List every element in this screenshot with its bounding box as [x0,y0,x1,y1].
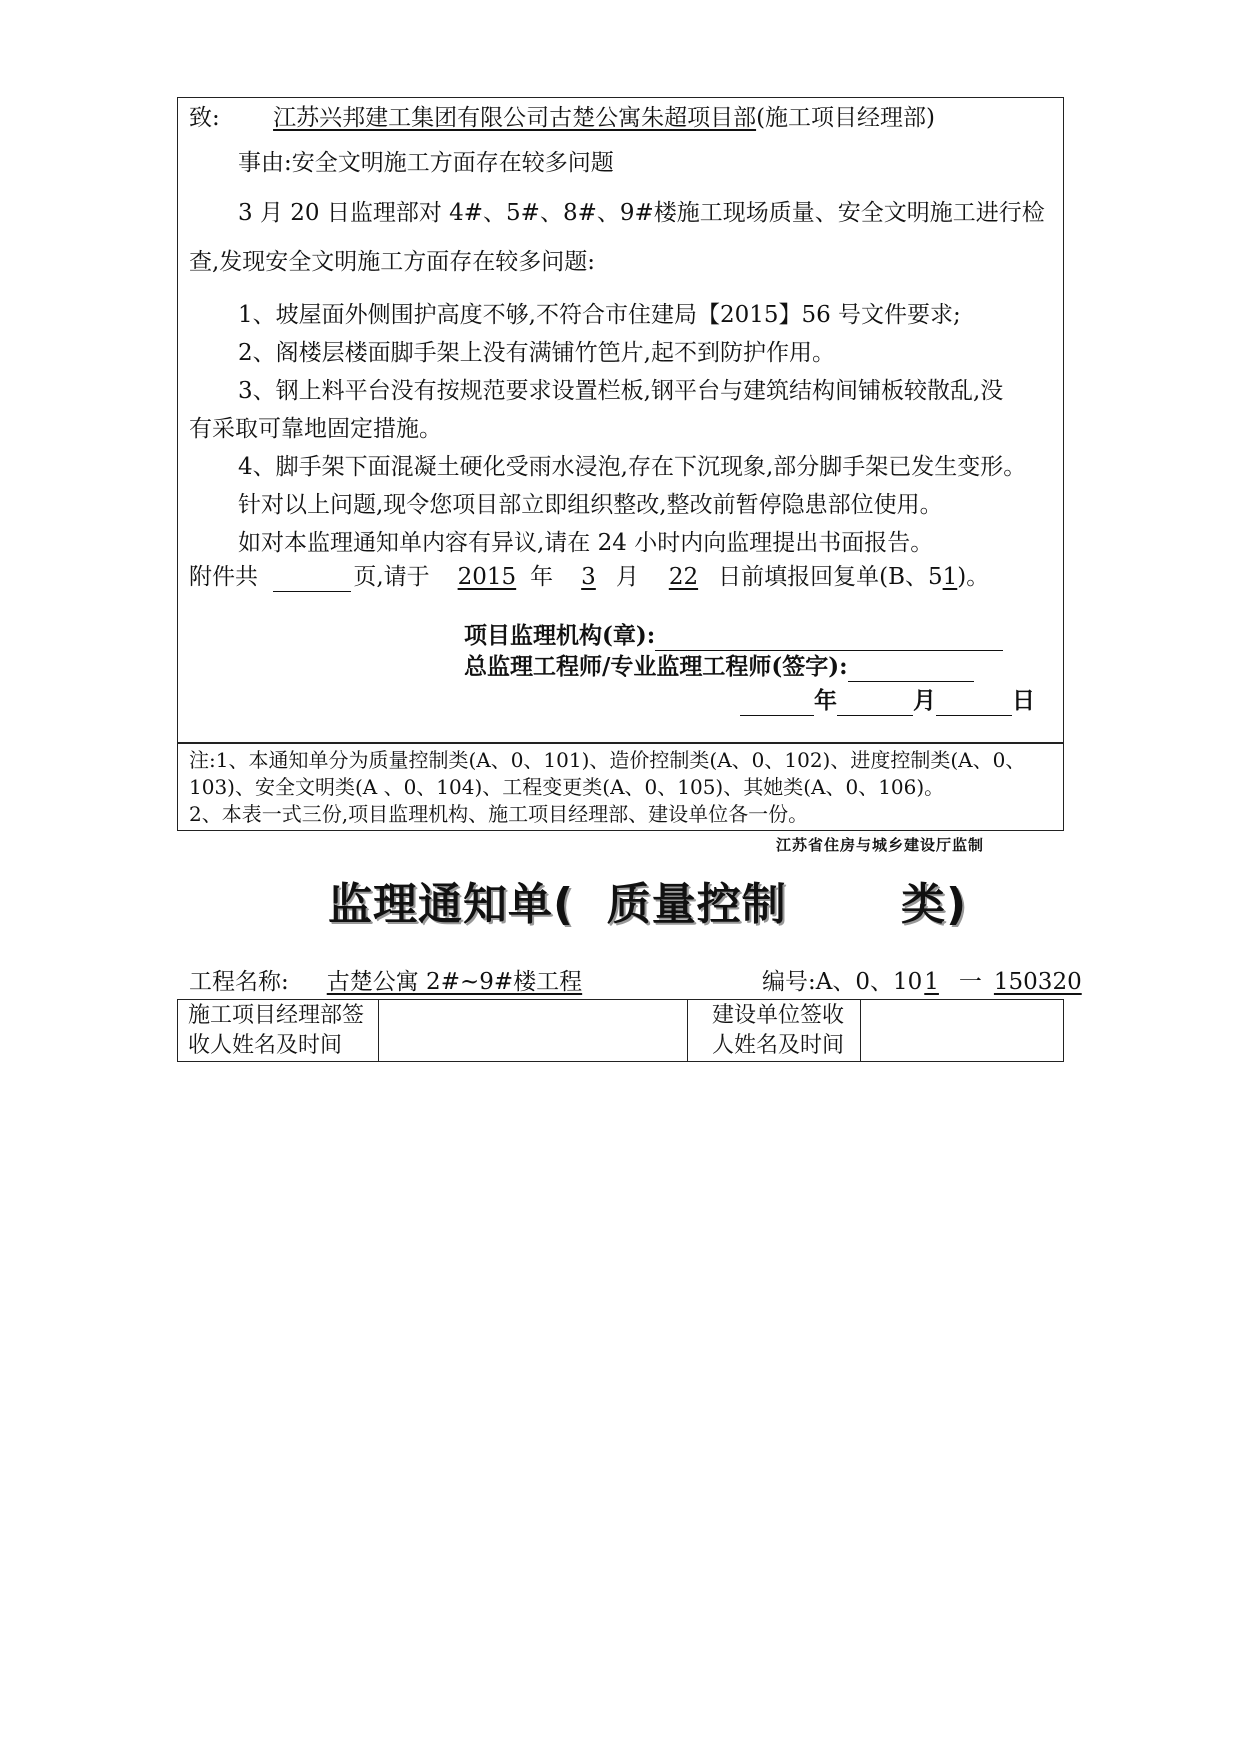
sign-day-label: 日 [1012,687,1035,714]
engineer-sign-blank [848,657,974,682]
objection-note: 如对本监理通知单内容有异议,请在 24 小时内向监理提出书面报告。 [238,530,934,556]
note-line-3: 2、本表一式三份,项目监理机构、施工项目经理部、建设单位各一份。 [189,802,809,826]
sign-year-label: 年 [814,687,837,714]
attachment-pages-blank [273,567,351,592]
to-prefix: 致: [189,105,220,131]
owner-sign-field[interactable] [862,1001,1062,1060]
org-seal-blank [655,626,1003,651]
owner-sign-label: 建设单位签收人姓名及时间 [712,1003,845,1058]
org-seal-label: 项目监理机构(章): [464,622,656,649]
note-line-2: 103)、安全文明类(A 、0、104)、工程变更类(A、0、105)、其她类(A、0、106)。 [189,775,945,799]
recipient-suffix: (施工项目经理部) [756,105,936,131]
sign-month-blank [837,691,913,716]
project-name: 古楚公寓 2#~9#楼工程 [326,969,583,995]
form-number-mid: 1 [924,969,939,995]
reply-suffix-b: )。 [957,564,990,590]
intro-line-2: 查,发现安全文明施工方面存在较多问题: [189,249,596,275]
note-line-1: 注:1、本通知单分为质量控制类(A、0、101)、造价控制类(A、0、102)、进度控制类(A、0、 [189,748,1026,772]
issue-item-1: 1、坡屋面外侧围护高度不够,不符合市住建局【2015】56 号文件要求; [238,302,961,328]
supervisor-credit: 江苏省住房与城乡建设厅监制 [776,836,985,854]
form-number-label: 编号:A、0、10 [762,969,923,995]
sign-date-line [740,686,1035,716]
org-seal-line [464,621,1003,651]
recipient-line [189,103,935,133]
intro-line-1: 3 月 20 日监理部对 4#、5#、8#、9#楼施工现场质量、安全文明施工进行检 [238,200,1045,226]
reply-year-label: 年 [530,564,554,590]
subject-line: 事由:安全文明施工方面存在较多问题 [238,150,614,176]
sign-year-blank [740,691,814,716]
contractor-sign-label: 施工项目经理部签收人姓名及时间 [188,1003,365,1058]
form-number-dash: 一 [958,969,982,995]
attachment-pages-label: 页,请于 [353,564,430,590]
rectification-order: 针对以上问题,现令您项目部立即组织整改,整改前暂停隐患部位使用。 [238,492,943,518]
sign-month-label: 月 [913,687,936,714]
table-divider-2 [687,999,688,1062]
issue-item-3-line-2: 有采取可靠地固定措施。 [189,416,442,442]
issue-item-2: 2、阁楼层楼面脚手架上没有满铺竹笆片,起不到防护作用。 [238,340,835,366]
contractor-sign-field[interactable] [380,1001,685,1060]
reply-month-label: 月 [615,564,639,590]
sign-day-blank [936,691,1012,716]
reply-suffix-a: 日前填报回复单(B、5 [718,564,943,590]
table-divider-1 [378,999,379,1062]
reply-day: 22 [668,564,699,590]
attachment-line [189,562,989,592]
form-number-tail: 150320 [993,969,1082,995]
table-divider-3 [860,999,861,1062]
project-name-line [189,967,630,997]
issue-item-4: 4、脚手架下面混凝土硬化受雨水浸泡,存在下沉现象,部分脚手架已发生变形。 [238,454,1027,480]
recipient-name: 江苏兴邦建工集团有限公司古楚公寓朱超项目部 [273,105,757,131]
project-label: 工程名称: [189,969,289,995]
reply-month: 3 [581,564,596,590]
form-title: 监理通知单( 质量控制 类) [328,879,968,930]
engineer-sign-line [464,652,974,682]
engineer-sign-label: 总监理工程师/专业监理工程师(签字): [464,653,848,680]
form-number-line [762,967,1082,997]
reply-year: 2015 [457,564,517,590]
reply-suffix-num: 1 [942,564,958,590]
attachment-prefix: 附件共 [189,564,258,590]
issue-item-3-line-1: 3、钢上料平台没有按规范要求设置栏板,钢平台与建筑结构间铺板较散乱,没 [238,378,1004,404]
